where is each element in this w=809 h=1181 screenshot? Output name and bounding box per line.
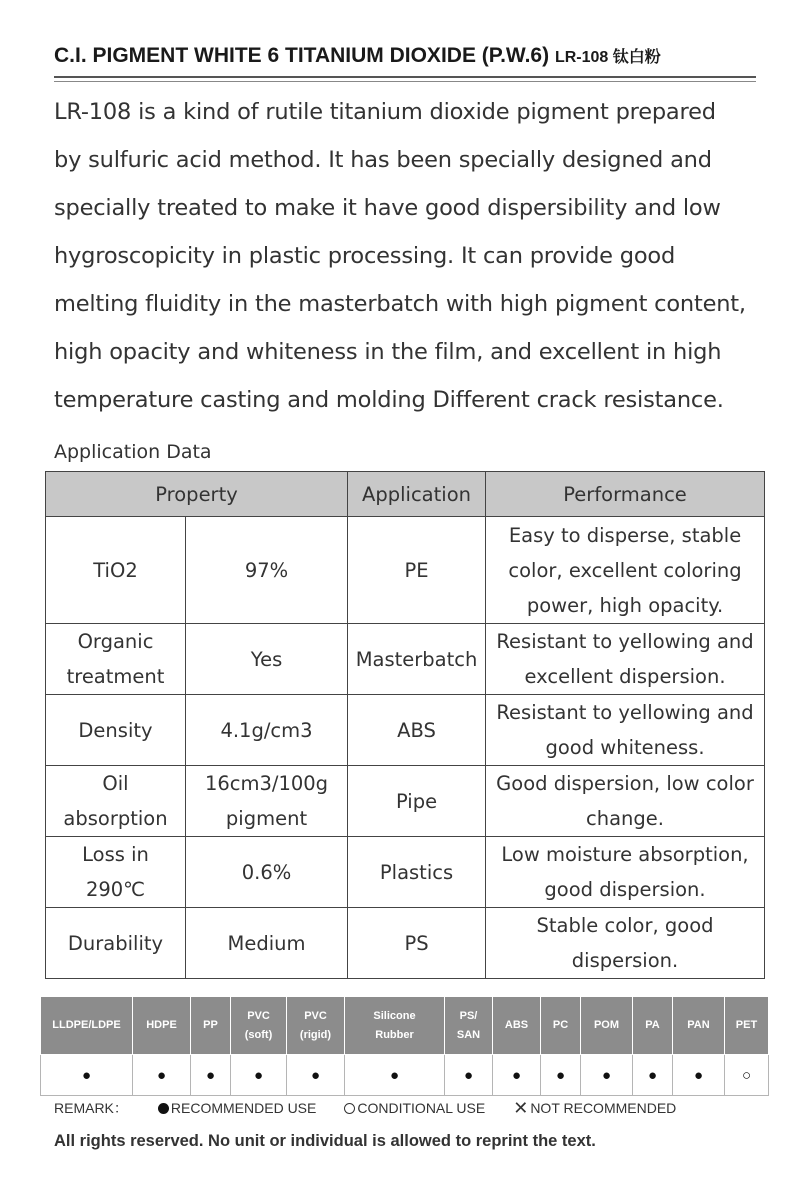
property-value: 0.6% bbox=[186, 837, 348, 908]
resin-ps-san: PS/ SAN bbox=[445, 997, 493, 1055]
performance-text: Resistant to yellowing and excellent dispersion. bbox=[486, 624, 765, 695]
remark-label: REMARK： bbox=[54, 1100, 128, 1116]
legend-not-recommended-text: NOT RECOMMENDED bbox=[530, 1100, 677, 1116]
recommended-dot-icon: ● bbox=[345, 1055, 445, 1096]
resin-header-row bbox=[41, 997, 769, 1055]
resin-lldpe-ldpe: LLDPE/LDPE bbox=[41, 997, 133, 1055]
table-header-row bbox=[46, 472, 765, 517]
table-row bbox=[46, 908, 765, 979]
resin-pvc-rigid: PVC (rigid) bbox=[287, 997, 345, 1055]
table-row bbox=[46, 624, 765, 695]
property-value: Medium bbox=[186, 908, 348, 979]
property-name: TiO2 bbox=[46, 517, 186, 624]
recommended-dot-icon: ● bbox=[41, 1055, 133, 1096]
resin-pp: PP bbox=[191, 997, 231, 1055]
conditional-circle-icon: ○ bbox=[725, 1055, 769, 1096]
recommended-dot-icon: ● bbox=[493, 1055, 541, 1096]
property-name: Oil absorption bbox=[46, 766, 186, 837]
suitability-row bbox=[41, 1055, 769, 1096]
legend-conditional-text: CONDITIONAL USE bbox=[357, 1100, 486, 1116]
resin-silicone-rubber: Silicone Rubber bbox=[345, 997, 445, 1055]
description-line: high opacity and whiteness in the film, and excellent in high bbox=[54, 339, 722, 365]
property-name: Organic treatment bbox=[46, 624, 186, 695]
document-title bbox=[54, 44, 754, 68]
title-divider bbox=[54, 76, 756, 78]
header-application: Application bbox=[348, 472, 486, 517]
resin-suitability-table bbox=[40, 996, 769, 1096]
application-name: PS bbox=[348, 908, 486, 979]
copyright-notice: All rights reserved. No unit or individual is allowed to reprint the text. bbox=[54, 1132, 596, 1150]
performance-text: Low moisture absorption, good dispersion. bbox=[486, 837, 765, 908]
application-name: PE bbox=[348, 517, 486, 624]
resin-pan: PAN bbox=[673, 997, 725, 1055]
cross-icon: ✕ bbox=[513, 1098, 529, 1118]
recommended-dot-icon: ● bbox=[133, 1055, 191, 1096]
legend-conditional bbox=[344, 1100, 485, 1116]
table-row bbox=[46, 766, 765, 837]
application-name: Pipe bbox=[348, 766, 486, 837]
resin-abs: ABS bbox=[493, 997, 541, 1055]
recommended-dot-icon: ● bbox=[541, 1055, 581, 1096]
property-name: Loss in 290℃ bbox=[46, 837, 186, 908]
description-line: specially treated to make it have good dispersibility and low bbox=[54, 195, 721, 221]
property-name: Durability bbox=[46, 908, 186, 979]
property-value: 97% bbox=[186, 517, 348, 624]
application-data-label: Application Data bbox=[54, 441, 212, 463]
performance-text: Good dispersion, low color change. bbox=[486, 766, 765, 837]
application-name: Plastics bbox=[348, 837, 486, 908]
table-row bbox=[46, 517, 765, 624]
performance-text: Easy to disperse, stable color, excellent coloring power, high opacity. bbox=[486, 517, 765, 624]
filled-dot-icon bbox=[158, 1103, 169, 1114]
resin-pet: PET bbox=[725, 997, 769, 1055]
recommended-dot-icon: ● bbox=[231, 1055, 287, 1096]
title-main: C.I. PIGMENT WHITE 6 TITANIUM DIOXIDE (P.W.6) bbox=[54, 44, 550, 67]
header-performance: Performance bbox=[486, 472, 765, 517]
application-data-table bbox=[45, 471, 765, 979]
resin-hdpe: HDPE bbox=[133, 997, 191, 1055]
table-row bbox=[46, 837, 765, 908]
legend-recommended bbox=[158, 1100, 316, 1116]
resin-pvc-soft: PVC (soft) bbox=[231, 997, 287, 1055]
description-line: temperature casting and molding Different crack resistance. bbox=[54, 387, 724, 413]
property-value: 4.1g/cm3 bbox=[186, 695, 348, 766]
remark-legend bbox=[54, 1098, 774, 1118]
application-name: ABS bbox=[348, 695, 486, 766]
recommended-dot-icon: ● bbox=[673, 1055, 725, 1096]
property-name: Density bbox=[46, 695, 186, 766]
description-line: LR-108 is a kind of rutile titanium dioxide pigment prepared bbox=[54, 99, 716, 125]
description-line: melting fluidity in the masterbatch with high pigment content, bbox=[54, 291, 746, 317]
application-name: Masterbatch bbox=[348, 624, 486, 695]
performance-text: Stable color, good dispersion. bbox=[486, 908, 765, 979]
property-value: Yes bbox=[186, 624, 348, 695]
recommended-dot-icon: ● bbox=[287, 1055, 345, 1096]
resin-pa: PA bbox=[633, 997, 673, 1055]
title-divider-thin bbox=[54, 81, 756, 82]
description-line: by sulfuric acid method. It has been specially designed and bbox=[54, 147, 712, 173]
property-value: 16cm3/100g pigment bbox=[186, 766, 348, 837]
resin-pc: PC bbox=[541, 997, 581, 1055]
recommended-dot-icon: ● bbox=[191, 1055, 231, 1096]
header-property: Property bbox=[46, 472, 348, 517]
resin-pom: POM bbox=[581, 997, 633, 1055]
hollow-circle-icon bbox=[344, 1103, 355, 1114]
table-row bbox=[46, 695, 765, 766]
legend-recommended-text: RECOMMENDED USE bbox=[170, 1100, 317, 1116]
description-line: hygroscopicity in plastic processing. It can provide good bbox=[54, 243, 676, 269]
product-description bbox=[54, 88, 764, 424]
recommended-dot-icon: ● bbox=[581, 1055, 633, 1096]
recommended-dot-icon: ● bbox=[633, 1055, 673, 1096]
recommended-dot-icon: ● bbox=[445, 1055, 493, 1096]
legend-not-recommended bbox=[513, 1100, 676, 1116]
title-product-code: LR-108 钛白粉 bbox=[554, 49, 661, 66]
performance-text: Resistant to yellowing and good whiteness. bbox=[486, 695, 765, 766]
